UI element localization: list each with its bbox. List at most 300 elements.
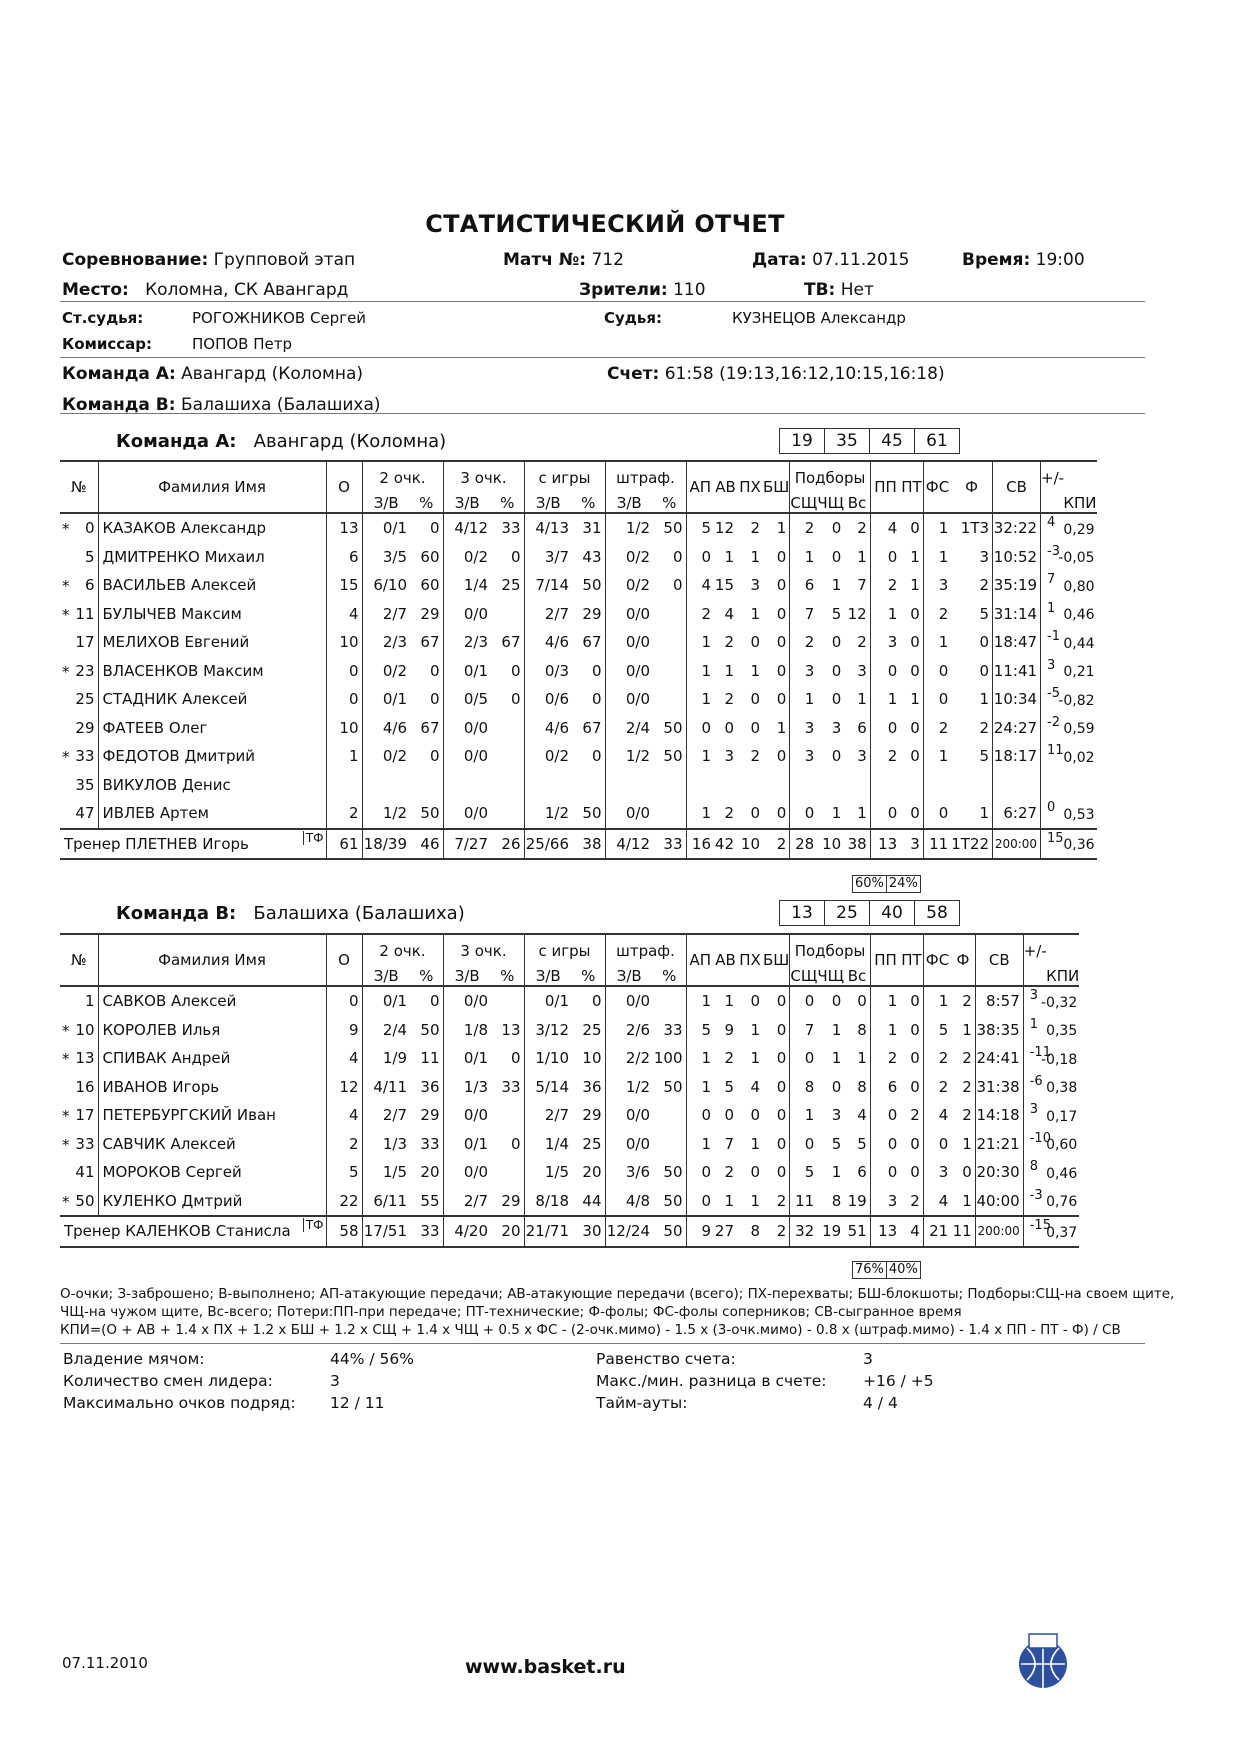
player-name: ИВЛЕВ Артем xyxy=(98,799,326,829)
plus-minus-wrap xyxy=(1041,712,1097,741)
competition-row xyxy=(62,250,355,270)
stat-pg: 50 xyxy=(572,799,605,829)
stat-blk: 0 xyxy=(763,628,790,657)
plus-minus-cell xyxy=(1023,986,1079,1016)
stat-pf: 33 xyxy=(653,1016,686,1045)
table-row xyxy=(60,986,1079,1016)
stat-min: 40:00 xyxy=(975,1187,1023,1217)
stat-pf: 2 xyxy=(951,986,975,1016)
player-name: ВЛАСЕНКОВ Максим xyxy=(98,657,326,686)
stat-oreb: 3 xyxy=(804,718,815,737)
stat-m2: 1/9 xyxy=(382,1049,407,1068)
stat-ast-all: 12 xyxy=(714,519,734,538)
stat-dreb: 1 xyxy=(831,576,842,595)
stat-mg: 0/1 xyxy=(544,992,569,1011)
coach-name: Тренер ПЛЕТНЕВ Игорь xyxy=(64,834,249,853)
stat-m2: 2/4 xyxy=(382,1020,407,1039)
stat-to-tech: 0 xyxy=(900,1130,923,1159)
kpi: 0,76 xyxy=(1046,1194,1078,1210)
stat-min: 8:57 xyxy=(975,986,1023,1016)
plus-minus: -10 xyxy=(1029,1130,1051,1146)
plus-minus-cell xyxy=(1041,571,1097,600)
stat-mf: 2/6 xyxy=(625,1020,650,1039)
stat-to-pass: 6 xyxy=(887,1077,898,1096)
stat-stl: 1 xyxy=(750,1134,760,1153)
stat-ast-all: 0 xyxy=(724,718,734,737)
stat-mf: 0/0 xyxy=(625,1134,650,1153)
dreb-pct: 24% xyxy=(886,875,921,893)
column-header: штраф. xyxy=(605,461,686,487)
kpi: 0,35 xyxy=(1046,1023,1078,1039)
stat-m3: 0/0 xyxy=(463,992,488,1011)
plus-minus: 4 xyxy=(1047,515,1056,530)
stat-to-tech: 0 xyxy=(900,657,923,686)
stat-pf: 1 xyxy=(951,1130,975,1159)
stat-fd: 0 xyxy=(938,804,949,823)
stat-ast-all: 2 xyxy=(724,1049,734,1068)
page-title: СТАТИСТИЧЕСКИЙ ОТЧЕТ xyxy=(425,210,785,238)
stat-stl: 2 xyxy=(750,747,760,766)
plus-minus-wrap xyxy=(1024,1156,1080,1185)
stat-blk: 1 xyxy=(763,513,790,543)
team-a-value: Авангард (Коломна) xyxy=(181,364,364,384)
column-header: СВ xyxy=(993,461,1041,513)
column-header: % xyxy=(653,487,686,513)
team-a-quarter-scores xyxy=(780,428,960,454)
stat-ast-all xyxy=(714,771,737,800)
stat-pf xyxy=(951,771,992,800)
tf-label: ТФ xyxy=(303,1218,324,1232)
stat-to-pass: 2 xyxy=(887,576,898,595)
player-name: ПЕТЕРБУРГСКИЙ Иван xyxy=(98,1101,326,1130)
possession-label: Владение мячом: xyxy=(63,1350,205,1368)
stat-stl: 1 xyxy=(750,547,760,566)
column-header: З/В xyxy=(616,967,642,985)
stat-p3 xyxy=(491,799,524,829)
stat-p3: 0 xyxy=(491,685,524,714)
stat-m3: 0/5 xyxy=(463,690,488,709)
coach-name: Тренер КАЛЕНКОВ Станисла xyxy=(64,1222,291,1241)
starter-mark: * xyxy=(62,605,70,624)
stat-to-pass: 4 xyxy=(887,519,898,538)
legend-line: ЧЩ-на чужом щите, Вс-всего; Потери:ПП-при передаче; ПТ-технические; Ф-фолы; ФС-фолы соперников; СВ-сыгранное время xyxy=(60,1304,962,1320)
plus-minus-cell xyxy=(1041,543,1097,572)
stat-ast-all: 1 xyxy=(724,547,734,566)
stat-treb: 1 xyxy=(844,1044,870,1073)
number-value: 47 xyxy=(75,804,95,823)
player-number xyxy=(60,714,98,743)
plus-minus: -5 xyxy=(1047,686,1060,701)
plus-minus: -1 xyxy=(1047,629,1060,644)
starter-mark: * xyxy=(62,1107,70,1125)
stat-dreb: 3 xyxy=(831,718,842,737)
stat-ast-all: 7 xyxy=(724,1134,734,1153)
table-row xyxy=(60,771,1097,800)
stat-ast: 1 xyxy=(701,1134,711,1153)
stat-p3: 26 xyxy=(491,829,524,860)
stat-min: 6:27 xyxy=(993,799,1041,829)
stat-pf: 0 xyxy=(951,657,992,686)
stat-pf: 2 xyxy=(951,714,992,743)
stat-m2: 0/1 xyxy=(382,690,407,709)
stat-blk: 0 xyxy=(763,1073,790,1102)
column-header: З/В xyxy=(373,967,399,985)
stat-ast: 0 xyxy=(701,1163,711,1182)
plus-minus-cell xyxy=(1023,1130,1079,1159)
plus-minus-cell xyxy=(1023,1187,1079,1217)
column-header: ЧЩ xyxy=(817,967,845,985)
stat-treb xyxy=(844,771,870,800)
stat-treb: 3 xyxy=(844,742,870,771)
team-a-rebound-pct xyxy=(853,875,921,893)
player-number xyxy=(60,571,98,600)
player-name: ИВАНОВ Игорь xyxy=(98,1073,326,1102)
stat-pf xyxy=(653,657,686,686)
stat-pf: 5 xyxy=(951,742,992,771)
legend xyxy=(60,1285,1174,1339)
stat-ast-all: 15 xyxy=(714,576,734,595)
stat-min: 24:41 xyxy=(975,1044,1023,1073)
stat-p2: 55 xyxy=(410,1187,443,1217)
stat-pts: 4 xyxy=(326,1044,362,1073)
stat-oreb: 3 xyxy=(804,661,815,680)
column-header: АП xyxy=(689,478,712,496)
stat-blk xyxy=(763,771,790,800)
stat-min: 200:00 xyxy=(993,829,1041,860)
plus-minus-cell xyxy=(1041,714,1097,743)
quarter-score: 35 xyxy=(824,428,870,454)
stat-fd: 4 xyxy=(938,1191,949,1210)
quarter-score: 58 xyxy=(914,900,960,926)
stat-treb: 51 xyxy=(844,1216,870,1247)
player-name: ДМИТРЕНКО Михаил xyxy=(98,543,326,572)
plus-minus-wrap xyxy=(1041,683,1097,712)
stat-blk: 0 xyxy=(763,986,790,1016)
player-number xyxy=(60,771,98,800)
stat-mf: 0/2 xyxy=(625,576,650,595)
column-header: ЧЩ xyxy=(817,494,845,512)
column-header: З/В xyxy=(616,494,642,512)
stat-min: 24:27 xyxy=(993,714,1041,743)
plus-minus: 11 xyxy=(1047,743,1064,758)
stat-to-pass: 1 xyxy=(887,604,898,623)
column-header: № xyxy=(60,461,98,513)
plus-minus: 3 xyxy=(1047,657,1056,673)
footer-site-link[interactable]: www.basket.ru xyxy=(465,1656,626,1678)
stat-m2: 18/39 xyxy=(362,829,410,860)
stat-pg: 36 xyxy=(572,1073,605,1102)
plus-minus: 8 xyxy=(1029,1159,1039,1174)
player-number xyxy=(60,1101,98,1130)
player-number xyxy=(60,1016,98,1045)
plus-minus: -15 xyxy=(1029,1218,1051,1233)
stat-m2 xyxy=(362,771,410,800)
table-row xyxy=(60,628,1097,657)
stat-pf: 50 xyxy=(653,742,686,771)
column-header: % xyxy=(572,960,605,986)
column-header: Ф xyxy=(951,461,992,513)
stat-to-pass: 1 xyxy=(887,690,898,709)
stat-to-tech: 0 xyxy=(900,1158,923,1187)
number-value: 17 xyxy=(75,1106,95,1125)
stat-ast: 9 xyxy=(686,1216,714,1247)
stat-m2: 6/11 xyxy=(373,1191,407,1210)
stat-m3: 0/0 xyxy=(463,747,488,766)
stat-m2: 1/3 xyxy=(382,1134,407,1153)
plus-minus: 15 xyxy=(1047,830,1064,846)
stat-to-pass: 13 xyxy=(870,1216,900,1247)
commissioner-label: Комиссар: xyxy=(62,335,152,353)
stat-to-tech: 3 xyxy=(900,829,923,860)
stat-pf: 1 xyxy=(951,1016,975,1045)
stat-m2: 0/2 xyxy=(382,661,407,680)
quarter-score: 61 xyxy=(914,428,960,454)
table-row xyxy=(60,685,1097,714)
stat-m2: 4/11 xyxy=(373,1077,407,1096)
stat-pts: 1 xyxy=(326,742,362,771)
stat-m2: 2/3 xyxy=(382,633,407,652)
column-header: Фамилия Имя xyxy=(98,934,326,986)
stat-pts xyxy=(326,771,362,800)
stat-mf xyxy=(605,771,653,800)
stat-min: 20:30 xyxy=(975,1158,1023,1187)
kpi: 0,36 xyxy=(1063,837,1095,853)
stat-dreb: 0 xyxy=(831,547,842,566)
stat-pf: 50 xyxy=(653,513,686,543)
plus-minus-cell xyxy=(1023,1101,1079,1130)
plus-minus: 3 xyxy=(1029,988,1039,1003)
stat-p2: 60 xyxy=(410,543,443,572)
column-header: Подборы xyxy=(790,461,870,487)
stat-fd: 0 xyxy=(938,1134,949,1153)
stat-pts: 5 xyxy=(326,1158,362,1187)
table-row xyxy=(60,600,1097,629)
stat-m3: 1/3 xyxy=(463,1077,488,1096)
stat-ast-all: 1 xyxy=(724,661,734,680)
stat-pts: 6 xyxy=(326,543,362,572)
table-row xyxy=(60,571,1097,600)
stat-pf: 50 xyxy=(653,1187,686,1217)
stat-ast: 1 xyxy=(701,690,711,709)
table-row xyxy=(60,1016,1079,1045)
number-value: 11 xyxy=(75,604,95,623)
stat-oreb: 0 xyxy=(804,1134,815,1153)
stat-m3: 1/4 xyxy=(463,576,488,595)
stat-blk: 0 xyxy=(763,543,790,572)
plus-minus-wrap xyxy=(1024,1185,1080,1214)
stat-p3 xyxy=(491,771,524,800)
stat-to-pass xyxy=(870,771,900,800)
number-value: 5 xyxy=(84,547,95,566)
stat-mf: 0/0 xyxy=(625,1106,650,1125)
stat-ast: 16 xyxy=(686,829,714,860)
stat-oreb: 7 xyxy=(804,1020,815,1039)
stat-pts: 0 xyxy=(326,986,362,1016)
stat-pts: 15 xyxy=(326,571,362,600)
stat-pf: 3 xyxy=(951,543,992,572)
stat-pg: 29 xyxy=(572,600,605,629)
stat-pg: 25 xyxy=(572,1130,605,1159)
stat-mg: 5/14 xyxy=(535,1077,569,1096)
team-b-label: Команда В: xyxy=(62,395,176,415)
stat-m3: 0/0 xyxy=(463,804,488,823)
quarter-score: 13 xyxy=(779,900,825,926)
stat-pg: 0 xyxy=(572,657,605,686)
stat-mg: 25/66 xyxy=(524,829,572,860)
stat-pf: 2 xyxy=(951,1101,975,1130)
stat-pts: 13 xyxy=(326,513,362,543)
plus-minus-wrap xyxy=(1041,569,1097,598)
stat-blk: 2 xyxy=(763,1187,790,1217)
column-header: КПИ xyxy=(1063,494,1097,512)
stat-min: 14:18 xyxy=(975,1101,1023,1130)
stat-dreb: 1 xyxy=(831,1049,842,1068)
stat-fd: 2 xyxy=(938,718,949,737)
stat-oreb: 0 xyxy=(804,1049,815,1068)
stat-treb: 0 xyxy=(844,986,870,1016)
stat-p3: 13 xyxy=(491,1016,524,1045)
team-b-quarter-scores xyxy=(780,900,960,926)
stat-pf: 50 xyxy=(653,1073,686,1102)
plus-minus-wrap xyxy=(1041,769,1097,798)
team-b-row xyxy=(62,395,381,415)
match-label: Матч №: xyxy=(503,250,587,270)
stat-ast: 0 xyxy=(701,547,711,566)
stat-treb: 1 xyxy=(844,543,870,572)
stat-blk: 2 xyxy=(763,1216,790,1247)
match-value: 712 xyxy=(591,250,624,270)
basket-logo xyxy=(1015,1632,1071,1692)
stat-ast: 5 xyxy=(701,1020,711,1039)
stat-mg: 1/4 xyxy=(544,1134,569,1153)
column-header: % xyxy=(653,960,686,986)
date-value: 07.11.2015 xyxy=(812,250,910,270)
number-value: 16 xyxy=(75,1077,95,1096)
column-header: Вс xyxy=(844,487,870,513)
stat-treb: 7 xyxy=(844,571,870,600)
basket-logo-icon xyxy=(1015,1632,1071,1692)
ref-label: Судья: xyxy=(604,309,663,327)
column-header: % xyxy=(410,487,443,513)
player-number xyxy=(60,628,98,657)
stat-stl: 4 xyxy=(750,1077,760,1096)
stat-min: 35:19 xyxy=(993,571,1041,600)
ref-value: КУЗНЕЦОВ Александр xyxy=(732,309,906,327)
stat-fd: 0 xyxy=(938,661,949,680)
column-header: БШ xyxy=(763,934,790,986)
stat-dreb: 0 xyxy=(831,661,842,680)
stat-dreb: 1 xyxy=(831,804,842,823)
stat-treb: 12 xyxy=(844,600,870,629)
stat-blk: 0 xyxy=(763,685,790,714)
number-value: 6 xyxy=(84,576,95,595)
table-row xyxy=(60,543,1097,572)
timeouts-value: 4 / 4 xyxy=(863,1394,898,1412)
stat-to-pass: 0 xyxy=(887,1163,898,1182)
stat-oreb: 7 xyxy=(804,604,815,623)
column-header: 2 очк. xyxy=(362,461,443,487)
stat-to-tech: 2 xyxy=(900,1187,923,1217)
stat-pg: 31 xyxy=(572,513,605,543)
stat-mg: 1/10 xyxy=(535,1049,569,1068)
plus-minus-wrap xyxy=(1041,626,1097,655)
plus-minus-wrap xyxy=(1024,1215,1080,1244)
stat-to-tech: 0 xyxy=(900,1073,923,1102)
player-name: СПИВАК Андрей xyxy=(98,1044,326,1073)
match-row xyxy=(503,250,624,270)
place-label: Место: xyxy=(62,280,129,300)
stat-mg: 1/2 xyxy=(544,804,569,823)
column-header: ПХ xyxy=(739,951,761,969)
plus-minus-wrap xyxy=(1041,598,1097,627)
chief-ref-value: РОГОЖНИКОВ Сергей xyxy=(192,309,367,327)
stat-min: 32:22 xyxy=(993,513,1041,543)
stat-p3 xyxy=(491,986,524,1016)
stat-p2: 0 xyxy=(410,986,443,1016)
stat-pf: 0 xyxy=(951,1158,975,1187)
team-b-value: Балашиха (Балашиха) xyxy=(180,395,381,415)
stat-oreb: 3 xyxy=(804,747,815,766)
plus-minus-wrap xyxy=(1024,1099,1080,1128)
stat-dreb: 10 xyxy=(817,829,844,860)
kpi: 0,21 xyxy=(1063,664,1095,680)
kpi: 0,80 xyxy=(1063,578,1095,595)
stat-p2: 33 xyxy=(410,1130,443,1159)
stat-m2: 17/51 xyxy=(362,1216,410,1247)
column-header: % xyxy=(491,487,524,513)
stat-mg: 4/13 xyxy=(535,519,569,538)
kpi: 0,53 xyxy=(1063,806,1095,823)
player-name: ФАТЕЕВ Олег xyxy=(98,714,326,743)
stat-treb: 6 xyxy=(844,1158,870,1187)
column-header: ПП xyxy=(874,478,897,496)
stat-pf: 0 xyxy=(653,571,686,600)
stat-min xyxy=(993,771,1041,800)
stat-pg xyxy=(572,771,605,800)
stat-treb: 8 xyxy=(844,1073,870,1102)
plus-minus: -2 xyxy=(1047,714,1060,730)
player-number xyxy=(60,1187,98,1217)
stat-blk: 0 xyxy=(763,1101,790,1130)
player-name: САВЧИК Алексей xyxy=(98,1130,326,1159)
starter-mark: * xyxy=(62,1135,70,1154)
column-header: О xyxy=(326,461,362,513)
team-b-heading-label: Команда В: xyxy=(116,903,237,924)
place-row xyxy=(62,280,348,300)
column-header: З/В xyxy=(454,967,480,985)
stat-pf xyxy=(653,685,686,714)
plus-minus: 7 xyxy=(1047,572,1056,587)
plus-minus-wrap xyxy=(1024,985,1080,1014)
stat-pf xyxy=(653,1101,686,1130)
stat-to-tech: 0 xyxy=(900,742,923,771)
column-header: 2 очк. xyxy=(362,934,443,960)
kpi: 0,46 xyxy=(1046,1165,1078,1182)
stat-ast: 1 xyxy=(701,1077,711,1096)
plus-minus-wrap xyxy=(1024,1071,1080,1100)
column-header: Ф xyxy=(951,934,975,986)
stat-ast: 1 xyxy=(701,992,711,1011)
stat-m3: 0/1 xyxy=(463,1134,488,1153)
run-value: 12 / 11 xyxy=(330,1394,385,1412)
player-number xyxy=(60,685,98,714)
stat-p2: 60 xyxy=(410,571,443,600)
number-value: 10 xyxy=(75,1020,95,1039)
stat-ast-all: 3 xyxy=(724,747,734,766)
plus-minus-cell xyxy=(1041,771,1097,800)
player-number xyxy=(60,513,98,543)
stat-pf: 100 xyxy=(653,1044,686,1073)
